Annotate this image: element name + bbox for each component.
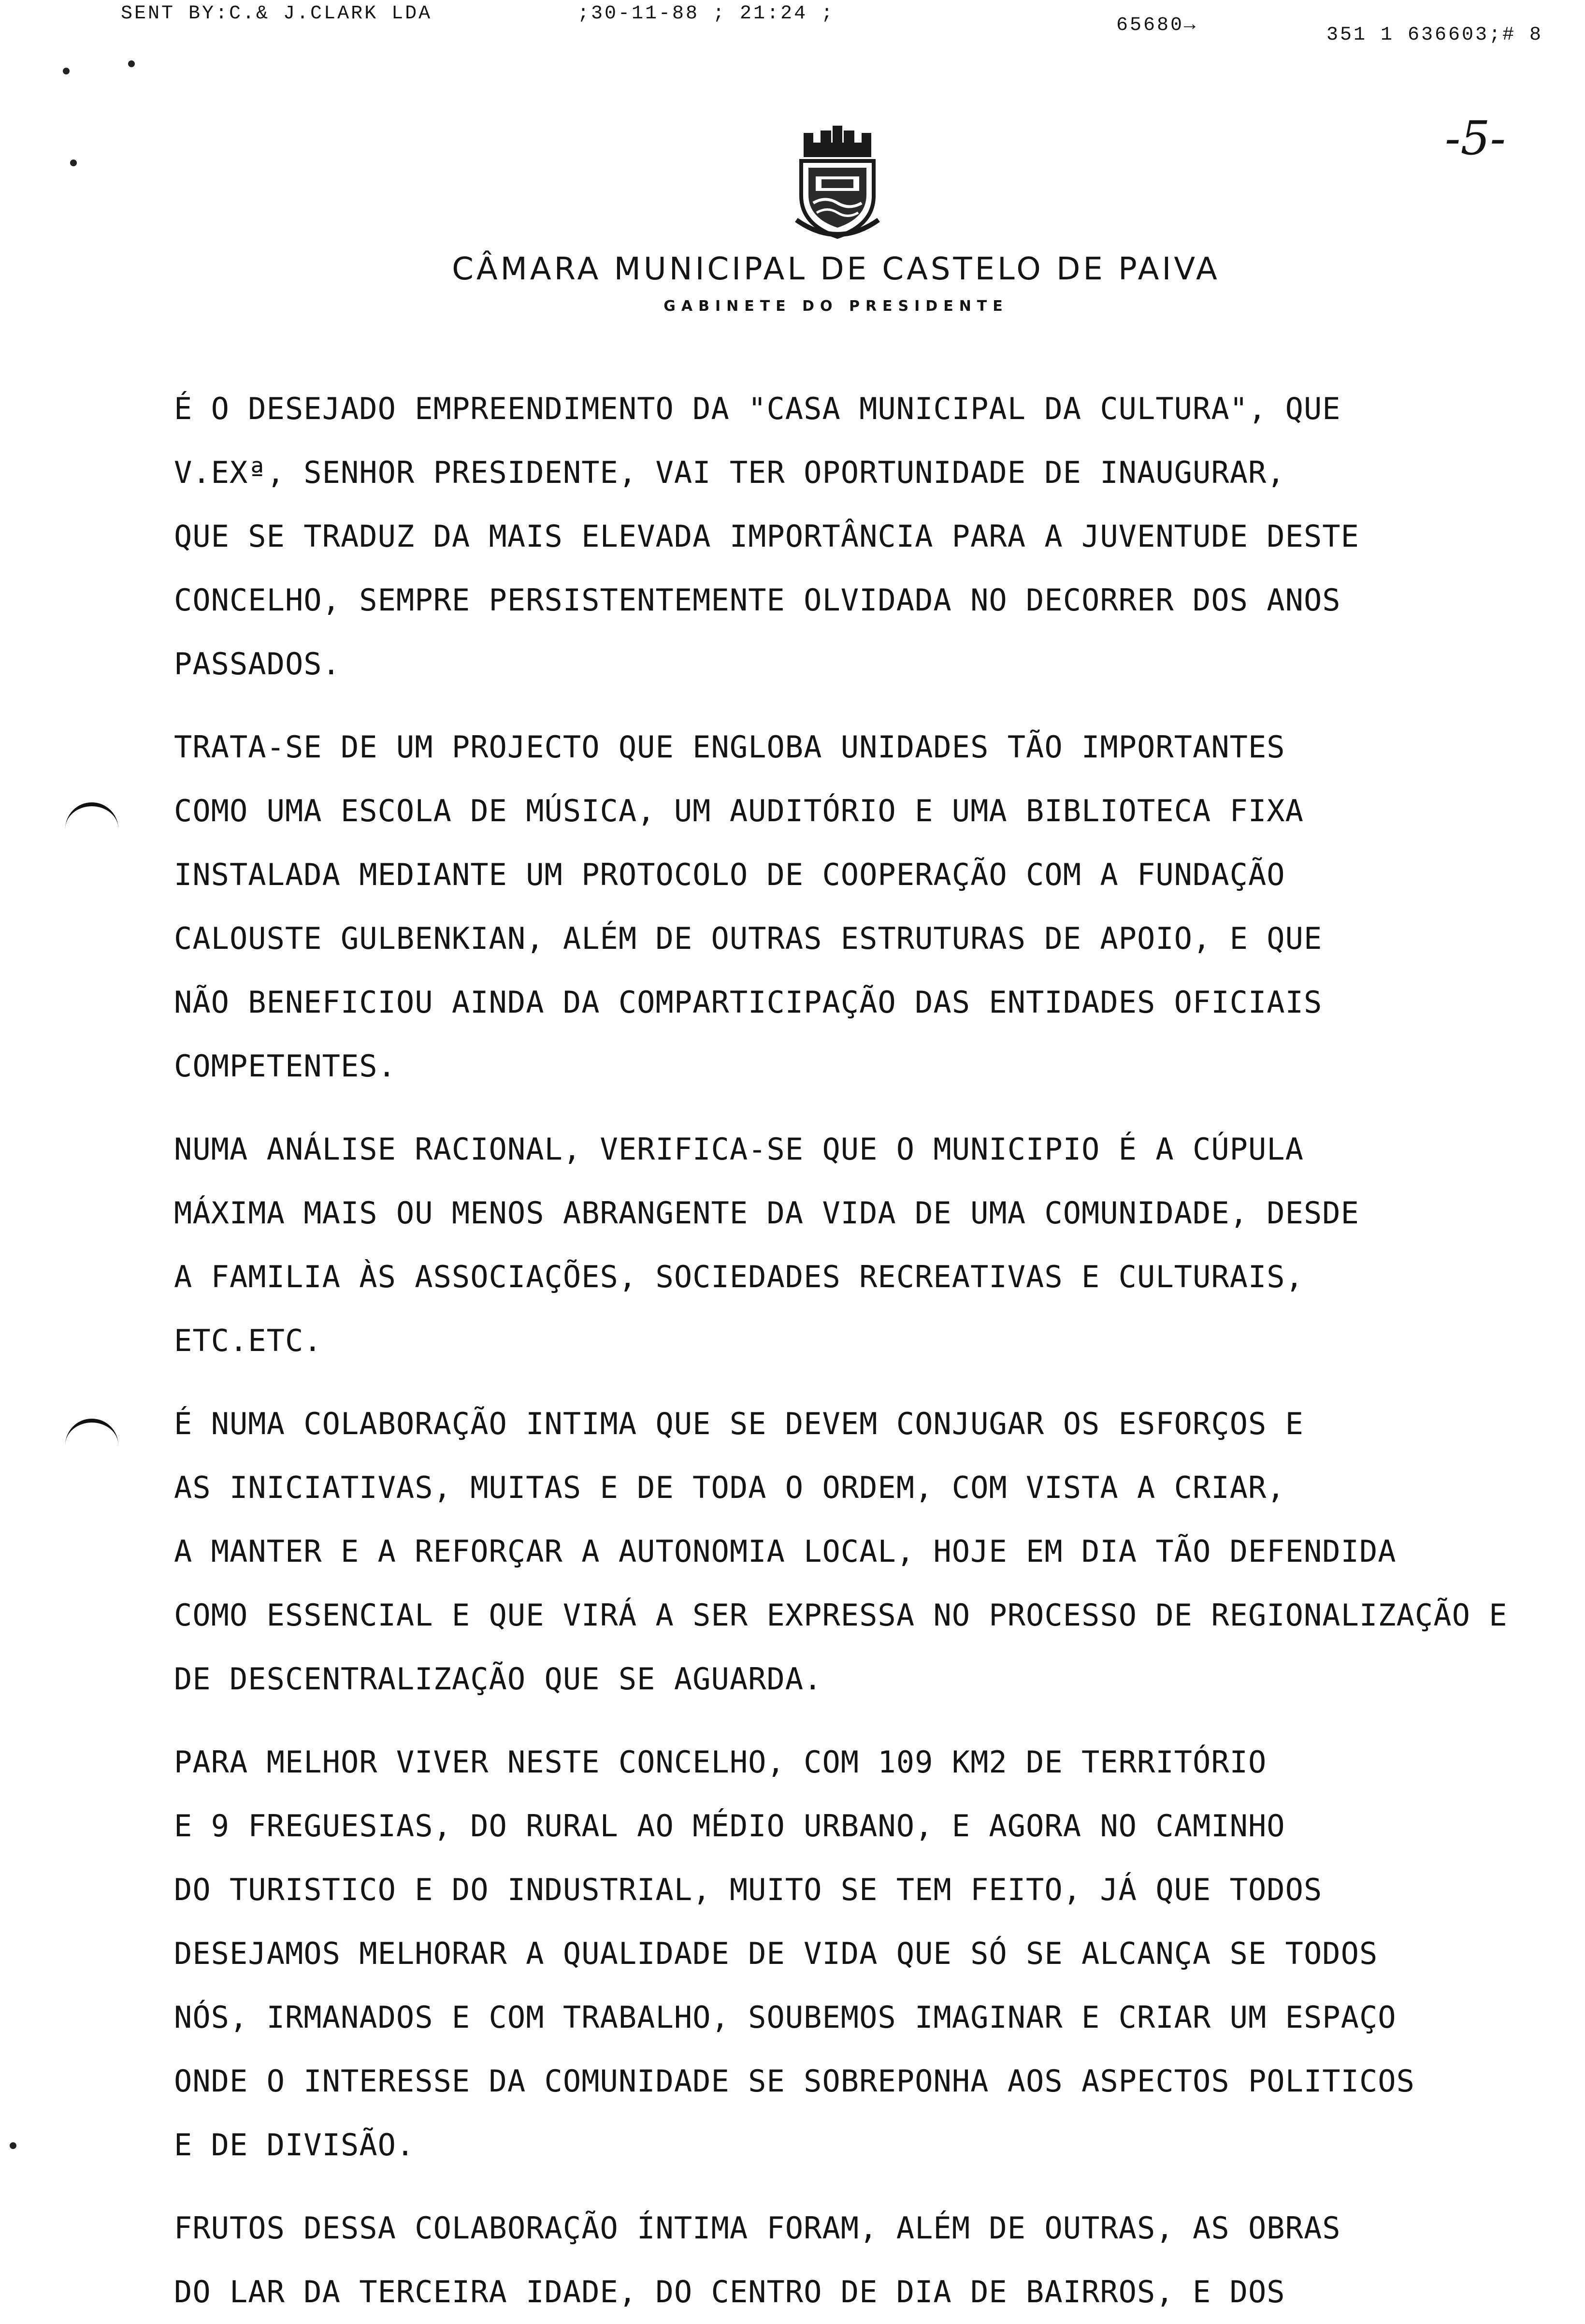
punch-hole-mark — [65, 802, 118, 835]
text-line: AS INICIATIVAS, MUITAS E DE TODA O ORDEM, COM VISTA A CRIAR, — [174, 1470, 1285, 1505]
paragraph — [174, 377, 1508, 696]
text-line: DO LAR DA TERCEIRA IDADE, DO CENTRO DE DIA DE BAIRROS, E DOS — [174, 2274, 1285, 2309]
paragraph — [174, 1118, 1508, 1373]
fax-number: 351 1 636603;# 8 — [1326, 24, 1543, 46]
text-line: A FAMILIA ÀS ASSOCIAÇÕES, SOCIEDADES RECREATIVAS E CULTURAIS, — [174, 1259, 1304, 1294]
paragraph — [174, 1730, 1508, 2177]
text-line: ETC.ETC. — [174, 1323, 322, 1358]
text-line: NÓS, IRMANADOS E COM TRABALHO, SOUBEMOS IMAGINAR E CRIAR UM ESPAÇO — [174, 2000, 1397, 2035]
text-line: DESEJAMOS MELHORAR A QUALIDADE DE VIDA QUE SÓ SE ALCANÇA SE TODOS — [174, 1936, 1378, 1971]
text-line: PASSADOS. — [174, 646, 341, 682]
text-line: TRATA-SE DE UM PROJECTO QUE ENGLOBA UNIDADES TÃO IMPORTANTES — [174, 729, 1285, 765]
text-line: FRUTOS DESSA COLABORAÇÃO ÍNTIMA FORAM, ALÉM DE OUTRAS, AS OBRAS — [174, 2210, 1341, 2246]
text-line: QUE SE TRADUZ DA MAIS ELEVADA IMPORTÂNCIA PARA A JUVENTUDE DESTE — [174, 519, 1359, 554]
text-line: NÃO BENEFICIOU AINDA DA COMPARTICIPAÇÃO DAS ENTIDADES OFICIAIS — [174, 985, 1323, 1020]
fax-transmission-header — [0, 0, 1585, 46]
text-line: INSTALADA MEDIANTE UM PROTOCOLO DE COOPERAÇÃO COM A FUNDAÇÃO — [174, 857, 1285, 892]
letterhead — [0, 251, 1585, 315]
text-line: CONCELHO, SEMPRE PERSISTENTEMENTE OLVIDADA NO DECORRER DOS ANOS — [174, 582, 1341, 618]
paragraph — [174, 715, 1508, 1098]
organization-name: CÂMARA MUNICIPAL DE CASTELO DE PAIVA — [452, 251, 1220, 287]
page-number-mark: -5- — [1445, 111, 1506, 165]
text-line: DO TURISTICO E DO INDUSTRIAL, MUITO SE TEM FEITO, JÁ QUE TODOS — [174, 1872, 1323, 1907]
text-line: E DE DIVISÃO. — [174, 2127, 415, 2163]
fax-code: 65680→ — [1116, 15, 1198, 36]
text-line: E 9 FREGUESIAS, DO RURAL AO MÉDIO URBANO, E AGORA NO CAMINHO — [174, 1808, 1285, 1844]
fax-sender: SENT BY:C.& J.CLARK LDA — [121, 3, 432, 25]
text-line: MÁXIMA MAIS OU MENOS ABRANGENTE DA VIDA DE UMA COMUNIDADE, DESDE — [174, 1195, 1359, 1231]
office-name: GABINETE DO PRESIDENTE — [663, 298, 1009, 315]
text-line: NUMA ANÁLISE RACIONAL, VERIFICA-SE QUE O MUNICIPIO É A CÚPULA — [174, 1132, 1304, 1167]
text-line: COMO UMA ESCOLA DE MÚSICA, UM AUDITÓRIO E UMA BIBLIOTECA FIXA — [174, 793, 1304, 828]
punch-hole-mark — [65, 1419, 118, 1452]
text-line: É O DESEJADO EMPREENDIMENTO DA "CASA MUNICIPAL DA CULTURA", QUE — [174, 391, 1341, 426]
coat-of-arms-icon — [787, 123, 888, 244]
crest-icon — [787, 123, 888, 244]
text-line: COMPETENTES. — [174, 1048, 396, 1084]
text-line: PARA MELHOR VIVER NESTE CONCELHO, COM 109 KM2 DE TERRITÓRIO — [174, 1744, 1267, 1780]
scan-speck — [10, 2142, 16, 2149]
text-line: ONDE O INTERESSE DA COMUNIDADE SE SOBREPONHA AOS ASPECTOS POLITICOS — [174, 2063, 1415, 2099]
letter-body — [174, 377, 1508, 2324]
text-line: CALOUSTE GULBENKIAN, ALÉM DE OUTRAS ESTRUTURAS DE APOIO, E QUE — [174, 921, 1323, 956]
paragraph — [174, 2196, 1508, 2324]
text-line: A MANTER E A REFORÇAR A AUTONOMIA LOCAL, HOJE EM DIA TÃO DEFENDIDA — [174, 1534, 1397, 1569]
text-line: É NUMA COLABORAÇÃO INTIMA QUE SE DEVEM CONJUGAR OS ESFORÇOS E — [174, 1406, 1304, 1441]
scan-speck — [128, 60, 135, 67]
scan-speck — [70, 160, 77, 166]
text-line: DE DESCENTRALIZAÇÃO QUE SE AGUARDA. — [174, 1661, 822, 1697]
text-line: COMO ESSENCIAL E QUE VIRÁ A SER EXPRESSA NO PROCESSO DE REGIONALIZAÇÃO E — [174, 1598, 1508, 1633]
fax-datetime: ;30-11-88 ; 21:24 ; — [577, 3, 835, 25]
paragraph — [174, 1392, 1508, 1711]
text-line: V.EXª, SENHOR PRESIDENTE, VAI TER OPORTUNIDADE DE INAUGURAR, — [174, 455, 1285, 490]
scan-speck — [63, 68, 70, 74]
